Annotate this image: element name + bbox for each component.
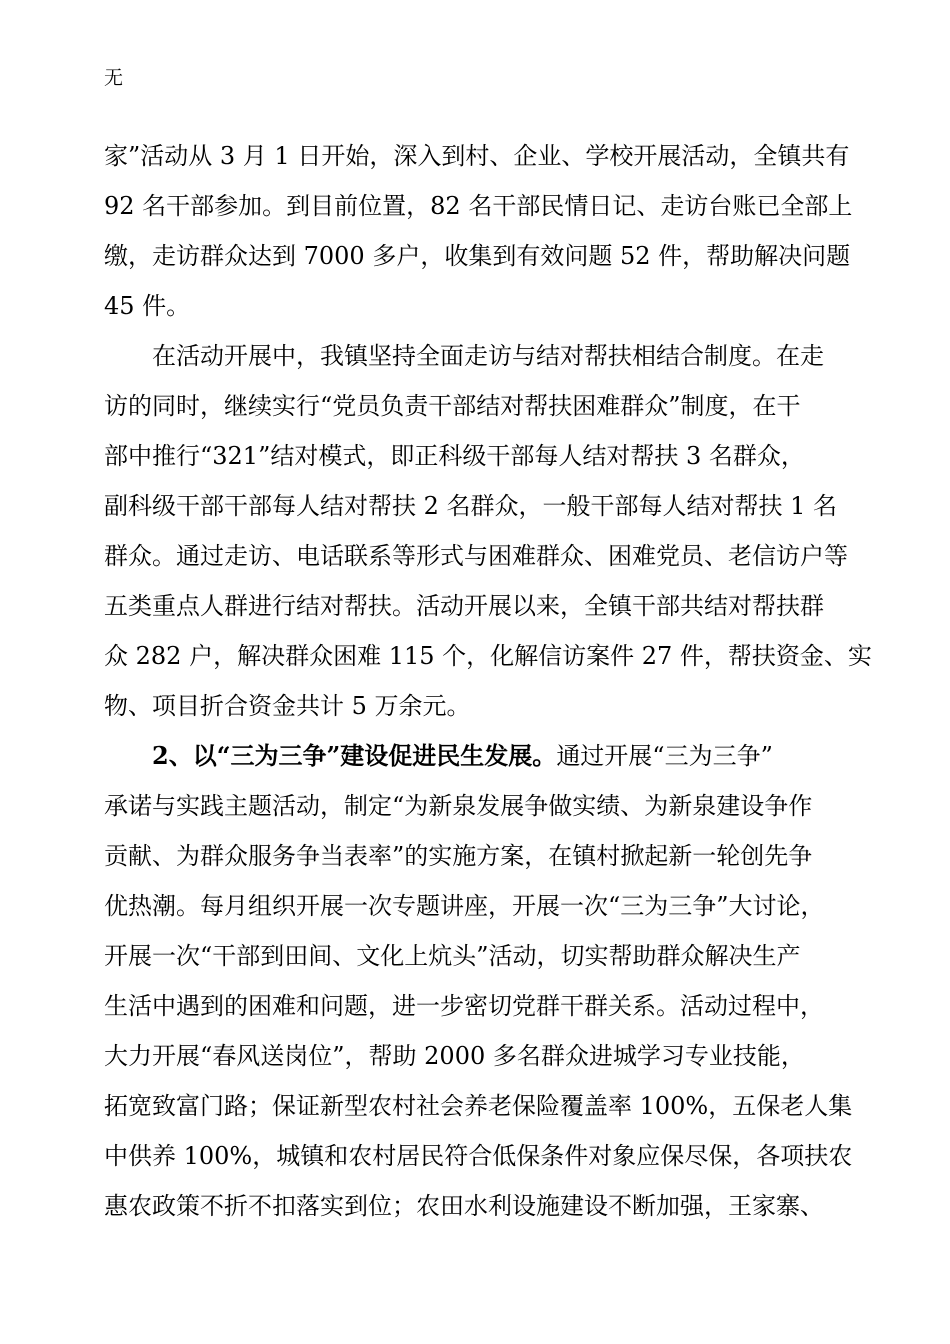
paragraph-line: 副科级干部干部每人结对帮扶 2 名群众，一般干部每人结对帮扶 1 名	[104, 492, 838, 520]
paragraph-line: 五类重点人群进行结对帮扶。活动开展以来，全镇干部共结对帮扶群	[104, 592, 824, 620]
paragraph-line: 众 282 户，解决群众困难 115 个，化解信访案件 27 件，帮扶资金、实	[104, 642, 872, 670]
paragraph-line: 45 件。	[104, 292, 191, 320]
paragraph-line	[152, 741, 773, 771]
paragraph-line: 缴，走访群众达到 7000 多户，收集到有效问题 52 件，帮助解决问题	[104, 242, 851, 270]
paragraph-line: 生活中遇到的困难和问题，进一步密切党群干群关系。活动过程中，	[104, 992, 824, 1020]
paragraph-line: 优热潮。每月组织开展一次专题讲座，开展一次“三为三争”大讨论，	[104, 892, 825, 920]
paragraph-line: 贡献、为群众服务争当表率”的实施方案，在镇村掀起新一轮创先争	[104, 842, 813, 870]
paragraph-line: 家”活动从 3 月 1 日开始，深入到村、企业、学校开展活动，全镇共有	[104, 142, 850, 170]
paragraph-line: 拓宽致富门路；保证新型农村社会养老保险覆盖率 100%，五保老人集	[104, 1092, 853, 1120]
header-mark: 无	[104, 67, 124, 89]
paragraph-line: 承诺与实践主题活动，制定“为新泉发展争做实绩、为新泉建设争作	[104, 792, 813, 820]
paragraph-line: 物、项目折合资金共计 5 万余元。	[104, 692, 471, 720]
paragraph-line: 惠农政策不折不扣落实到位；农田水利设施建设不断加强，王家寨、	[104, 1192, 824, 1220]
paragraph-line: 在活动开展中，我镇坚持全面走访与结对帮扶相结合制度。在走	[152, 342, 824, 370]
paragraph-line: 大力开展“春风送岗位”，帮助 2000 多名群众进城学习专业技能，	[104, 1042, 805, 1070]
paragraph-line: 访的同时，继续实行“党员负责干部结对帮扶困难群众”制度，在干	[104, 392, 801, 420]
paragraph-line: 群众。通过走访、电话联系等形式与困难群众、困难党员、老信访户等	[104, 542, 848, 570]
paragraph-line: 92 名干部参加。到目前位置，82 名干部民情日记、走访台账已全部上	[104, 192, 853, 220]
section-heading: 2、以“三为三争”建设促进民生发展。	[152, 741, 557, 770]
paragraph-line: 部中推行“321”结对模式，即正科级干部每人结对帮扶 3 名群众，	[104, 442, 805, 470]
paragraph-line: 开展一次“干部到田间、文化上炕头”活动，切实帮助群众解决生产	[104, 942, 801, 970]
paragraph-text: 通过开展“三为三争”	[556, 742, 773, 770]
paragraph-line: 中供养 100%，城镇和农村居民符合低保条件对象应保尽保，各项扶农	[104, 1142, 853, 1170]
